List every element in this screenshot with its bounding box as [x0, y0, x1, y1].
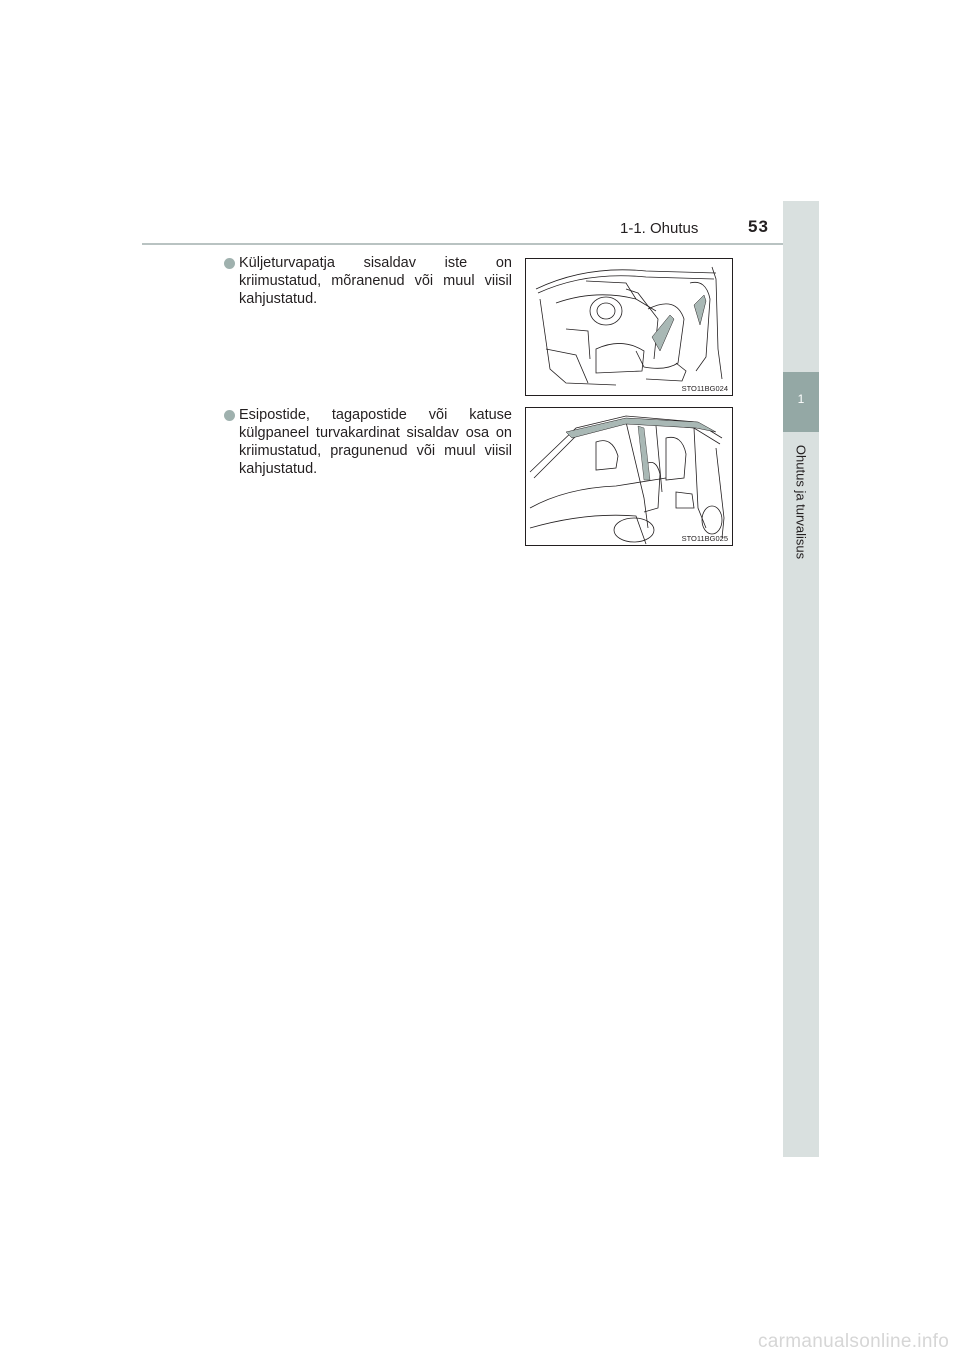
- header-divider: [142, 243, 819, 245]
- seat-interior-illustration: [526, 259, 732, 395]
- side-tab: [783, 201, 819, 1157]
- bullet-item-seat: [224, 254, 512, 308]
- chapter-label: Ohutus ja turvalisus: [793, 444, 809, 560]
- figure-curtain-airbag: [525, 407, 733, 546]
- bullet-item-curtain: [224, 406, 512, 478]
- chapter-box: [783, 372, 819, 432]
- cabin-pillars-illustration: [526, 408, 732, 545]
- bullet-text: Küljeturvapatja sisaldav iste on kriimustatud, mõranenud või muul viisil kahjustatud.: [239, 255, 512, 307]
- bullet-text: Esipostide, tagapostide või katuse külgpaneel turvakardinat sisaldav osa on kriimustatud, pragunenud või muul viisil kahjustatud.: [239, 407, 512, 477]
- bullet-dot-icon: [224, 410, 235, 421]
- watermark: carmanualsonline.info: [758, 1331, 950, 1352]
- bullet-dot-icon: [224, 258, 235, 269]
- header-section-title: 1-1. Ohutus: [620, 220, 699, 237]
- page-number: 53: [748, 217, 769, 236]
- figure-seat-airbag: [525, 258, 733, 396]
- figure-code: STO11BG025: [681, 534, 728, 543]
- chapter-number: 1: [797, 392, 805, 406]
- figure-code: STO11BG024: [681, 384, 728, 393]
